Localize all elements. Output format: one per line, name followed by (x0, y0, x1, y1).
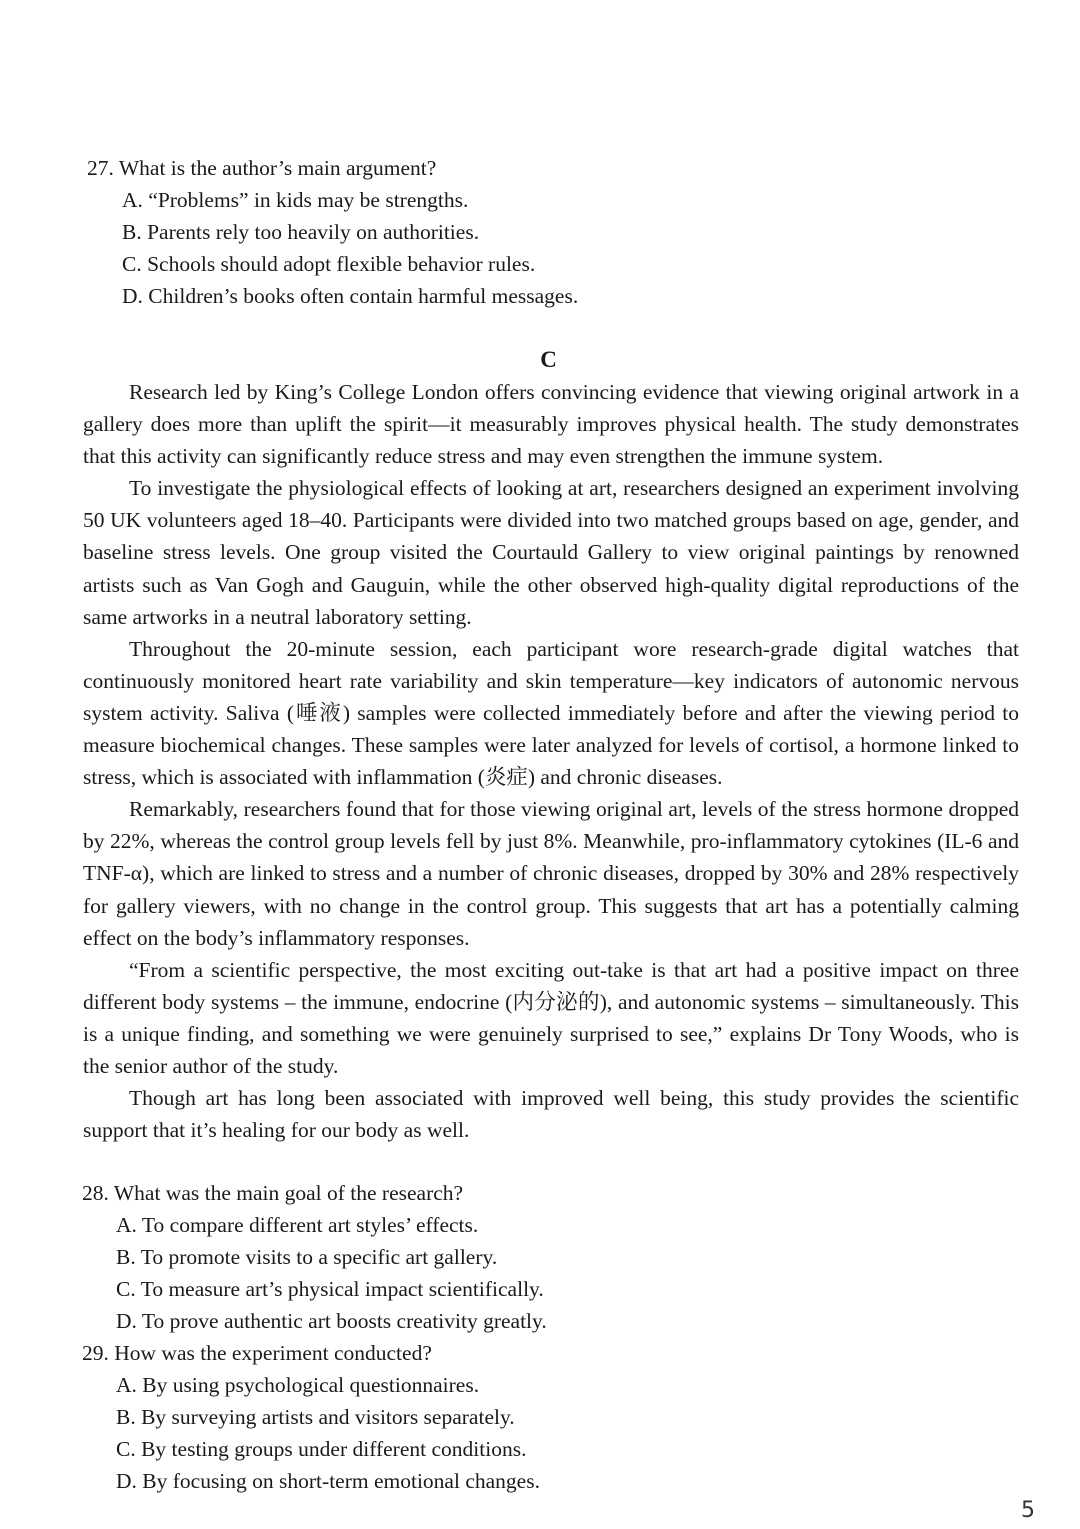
question-29-option-c: C. By testing groups under different conditions. (116, 1437, 527, 1461)
question-27-stem: 27. What is the author’s main argument? (87, 156, 437, 180)
passage-paragraph-4: Remarkably, researchers found that for those viewing original art, levels of the stress hormone dropped by 22%, whereas the control group levels fell by just 8%. Meanwhile, pro-inflammatory cytokines (IL-6 and TNF-α), which are linked to stress and a number of chronic diseases, dropped by 30% and 28% respectively for gallery viewers, with no change in the control group. This suggests that art has a potentially calming effect on the body’s inflammatory responses. (83, 797, 1019, 950)
question-27-option-d: D. Children’s books often contain harmful messages. (122, 284, 579, 308)
section-title: C (540, 347, 557, 372)
question-29-stem: 29. How was the experiment conducted? (82, 1341, 432, 1365)
reading-passage (83, 376, 1019, 1146)
question-27-option-a: A. “Problems” in kids may be strengths. (122, 188, 469, 212)
question-28-option-b: B. To promote visits to a specific art gallery. (116, 1245, 498, 1269)
question-28-option-d: D. To prove authentic art boosts creativity greatly. (116, 1309, 547, 1333)
question-27 (87, 152, 1027, 312)
passage-paragraph-1: Research led by King’s College London offers convincing evidence that viewing original artwork in a gallery does more than uplift the spirit—it measurably improves physical health. The study demonstrates that this activity can significantly reduce stress and may even strengthen the immune system. (83, 380, 1019, 469)
question-28-stem: 28. What was the main goal of the research? (82, 1181, 464, 1205)
question-27-option-c: C. Schools should adopt flexible behavior rules. (122, 252, 536, 276)
passage-paragraph-2: To investigate the physiological effects of looking at art, researchers designed an experiment involving 50 UK volunteers aged 18–40. Participants were divided into two matched groups based on age, gender, and baseline stress levels. One group visited the Courtauld Gallery to view original paintings by renowned artists such as Van Gogh and Gauguin, while the other observed high-quality digital reproductions of the same artworks in a neutral laboratory setting. (83, 476, 1019, 629)
passage-paragraph-3: Throughout the 20-minute session, each participant wore research-grade digital watches that continuously monitored heart rate variability and skin temperature—key indicators of autonomic nervous system activity. Saliva (唾液) samples were collected immediately before and after the viewing period to measure biochemical changes. These samples were later analyzed for levels of cortisol, a hormone linked to stress, which is associated with inflammation (炎症) and chronic diseases. (83, 636, 1019, 790)
question-28-option-c: C. To measure art’s physical impact scientifically. (116, 1277, 544, 1301)
question-29-option-a: A. By using psychological questionnaires. (116, 1373, 480, 1397)
questions-block (82, 1177, 1022, 1497)
passage-paragraph-6: Though art has long been associated with improved well being, this study provides the scientific support that it’s healing for our body as well. (83, 1086, 1019, 1143)
question-29-option-b: B. By surveying artists and visitors separately. (116, 1405, 515, 1429)
question-27-option-b: B. Parents rely too heavily on authorities. (122, 220, 480, 244)
passage-paragraph-5: “From a scientific perspective, the most exciting out-take is that art had a positive impact on three different body systems – the immune, endocrine (内分泌的), and autonomic systems – simultaneously. This is a unique finding, and something we were genuinely surprised to see,” explains Dr Tony Woods, who is the senior author of the study. (83, 957, 1019, 1078)
page-number: 5 (1021, 1498, 1035, 1523)
question-29-option-d: D. By focusing on short-term emotional changes. (116, 1469, 540, 1493)
question-28-option-a: A. To compare different art styles’ effects. (116, 1213, 479, 1237)
